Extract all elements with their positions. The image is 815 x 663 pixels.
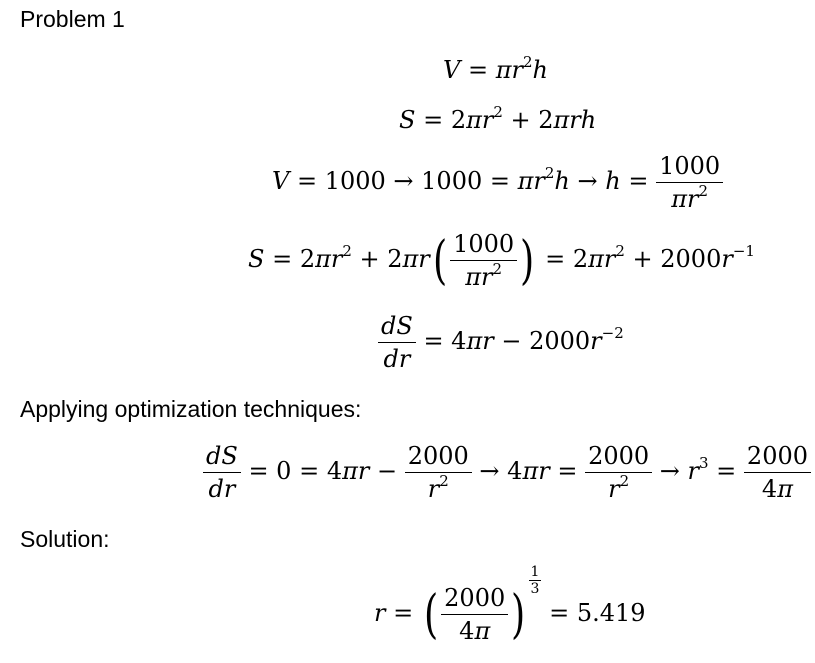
solution-fraction-numerator: 2000 [441, 586, 508, 615]
opt-derivative-numerator: dS [203, 444, 241, 473]
surface-equation: $S = 2\pi r^2 + 2\pi rh$ [399, 103, 597, 134]
opt-fraction-3 [744, 444, 811, 501]
derivative-fraction [378, 314, 416, 371]
optimization-equation: $\frac{dS}{dr}$ = 0 = 4πr − $\frac{2000}{r^2}$ → 4πr = $\frac{2000}{r^2}$ → $r^3$ = $\frac{2000}{4\pi}$ [203, 444, 811, 501]
surface-fraction-numerator: 1000 [450, 232, 517, 261]
derivative-numerator: dS [378, 314, 416, 343]
solution-right-paren: ) [511, 584, 526, 645]
h-fraction-denominator: $\pi r^2$ [671, 182, 709, 213]
opt-derivative-denominator: dr [208, 475, 236, 503]
opt-fraction-2 [585, 444, 652, 501]
volume-equation: $V = \pi r^2h$ [443, 53, 548, 84]
solution-equation: r = ( $\frac{2000}{4\pi}$ ) $\frac{1}{3}$ = 5.419 [374, 564, 646, 645]
solution-fraction-denominator: 4π [459, 617, 491, 645]
volume-substitution: $V = 1000 \to 1000 = \pi r^2h \to h$ = $\frac{1000}{\pi r^2}$ [272, 154, 723, 211]
problem-heading: Problem 1 [20, 6, 125, 32]
h-fraction [656, 154, 723, 211]
opt-fraction-2-denominator: $r^2$ [608, 472, 630, 503]
opt-derivative-fraction [203, 444, 241, 501]
exponent-denominator: 3 [530, 581, 540, 597]
opt-fraction-2-numerator: 2000 [585, 444, 652, 473]
derivative-equation: $\frac{dS}{dr}$ = $4\pi r - 2000r^{-2}$ [378, 314, 624, 371]
opt-fraction-1 [405, 444, 472, 501]
surface-fraction [450, 232, 517, 289]
derivative-denominator: dr [383, 345, 411, 373]
opt-fraction-1-denominator: $r^2$ [427, 472, 449, 503]
surface-substitution: $S = 2\pi r^2 + 2\pi r$( $\frac{1000}{\pi r^2}$ ) = $2\pi r^2 + 2000r^{-1}$ [248, 230, 755, 291]
exponent-fraction [529, 565, 542, 596]
opt-fraction-1-numerator: 2000 [405, 444, 472, 473]
h-fraction-numerator: 1000 [656, 154, 723, 183]
solution-fraction [441, 586, 508, 643]
opt-fraction-3-denominator: 4π [761, 475, 793, 503]
applying-text: Applying optimization techniques: [20, 396, 362, 422]
opt-fraction-3-numerator: 2000 [744, 444, 811, 473]
surface-fraction-denominator: $\pi r^2$ [465, 260, 503, 291]
exponent-numerator: 1 [530, 564, 540, 580]
volume-value: 1000 [324, 167, 386, 195]
left-paren: ( [432, 230, 448, 291]
right-paren: ) [520, 230, 535, 291]
solution-text: Solution: [20, 526, 110, 552]
solution-value: 5.419 [576, 599, 646, 627]
solution-left-paren: ( [423, 584, 439, 645]
